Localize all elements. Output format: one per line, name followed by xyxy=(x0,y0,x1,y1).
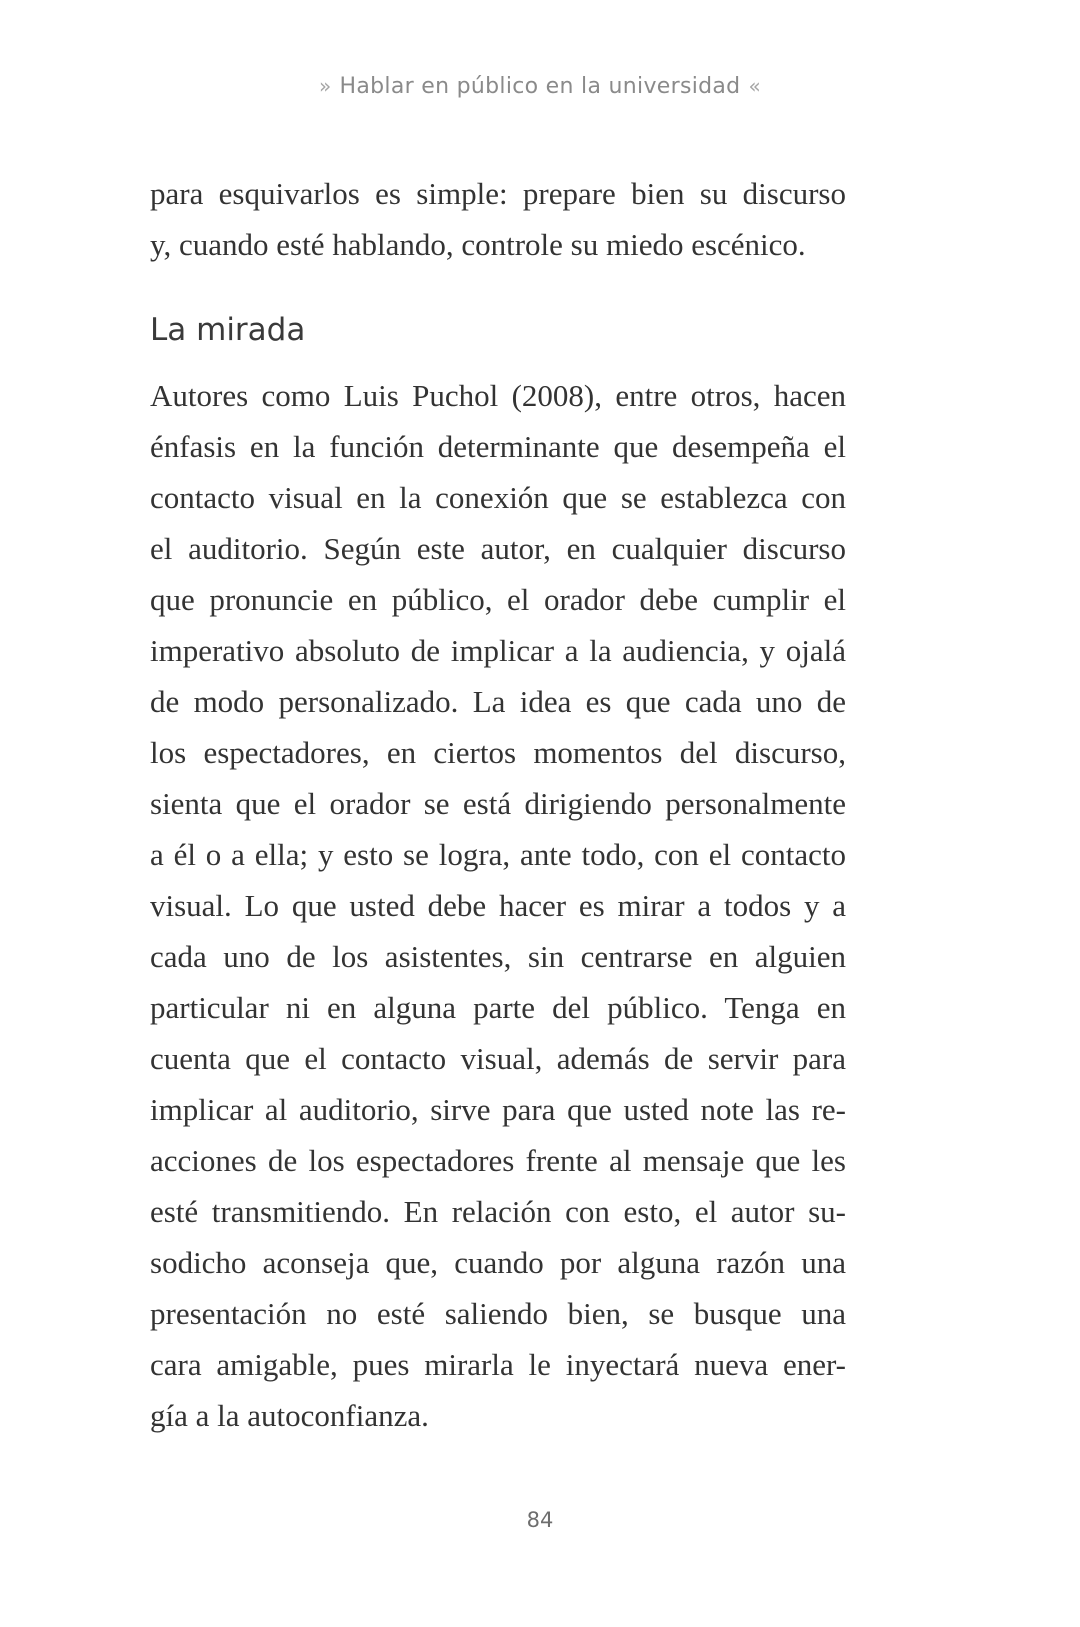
text-line: el auditorio. Según este autor, en cualquier discurso xyxy=(150,531,846,566)
text-line: sienta que el orador se está dirigiendo personalmente xyxy=(150,786,846,821)
text-line: Autores como Luis Puchol (2008), entre otros, hacen xyxy=(150,378,846,413)
text-line: contacto visual en la conexión que se establezca con xyxy=(150,480,846,515)
header-close-mark: « xyxy=(748,74,761,98)
page-number: 84 xyxy=(526,1508,554,1532)
text-line: los espectadores, en ciertos momentos del discurso, xyxy=(150,735,846,770)
text-line: visual. Lo que usted debe hacer es mirar a todos y a xyxy=(150,888,846,923)
text-line: esté transmitiendo. En relación con esto, el autor su- xyxy=(150,1194,846,1229)
body-paragraph xyxy=(150,370,846,1441)
section-heading: La mirada xyxy=(150,312,306,348)
text-line: particular ni en alguna parte del público. Tenga en xyxy=(150,990,846,1025)
text-line: imperativo absoluto de implicar a la audiencia, y ojalá xyxy=(150,633,846,668)
running-header xyxy=(0,74,1080,99)
text-line: cara amigable, pues mirarla le inyectará nueva ener- xyxy=(150,1347,846,1382)
text-line: y, cuando esté hablando, controle su miedo escénico. xyxy=(150,227,806,262)
text-line: que pronuncie en público, el orador debe cumplir el xyxy=(150,582,846,617)
text-line: acciones de los espectadores frente al mensaje que les xyxy=(150,1143,846,1178)
text-line: gía a la autoconfianza. xyxy=(150,1398,429,1433)
header-open-mark: » xyxy=(319,74,332,98)
text-line: presentación no esté saliendo bien, se busque una xyxy=(150,1296,846,1331)
intro-paragraph xyxy=(150,168,846,270)
text-line: cuenta que el contacto visual, además de servir para xyxy=(150,1041,846,1076)
text-line: de modo personalizado. La idea es que cada uno de xyxy=(150,684,846,719)
text-line: para esquivarlos es simple: prepare bien su discurso xyxy=(150,176,846,211)
text-line: cada uno de los asistentes, sin centrarse en alguien xyxy=(150,939,846,974)
text-line: implicar al auditorio, sirve para que usted note las re- xyxy=(150,1092,846,1127)
text-line: énfasis en la función determinante que desempeña el xyxy=(150,429,846,464)
text-line: a él o a ella; y esto se logra, ante todo, con el contacto xyxy=(150,837,846,872)
text-line: sodicho aconseja que, cuando por alguna razón una xyxy=(150,1245,846,1280)
header-title: Hablar en público en la universidad xyxy=(339,74,741,99)
